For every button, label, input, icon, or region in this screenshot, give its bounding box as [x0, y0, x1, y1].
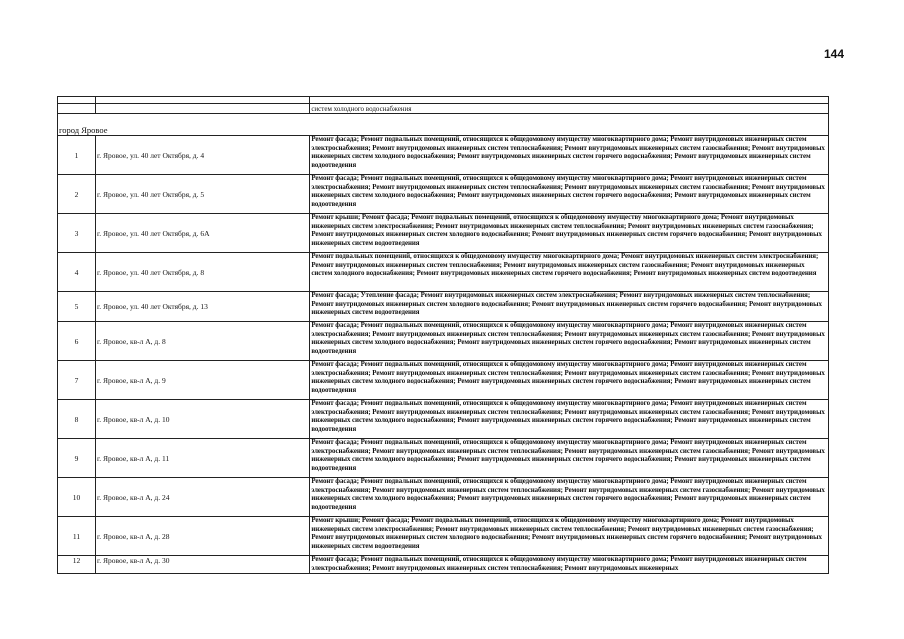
- row-number: 5: [58, 292, 96, 322]
- row-works: Ремонт крыши; Ремонт фасада; Ремонт подвальных помещений, относящихся к общедомовому имуществу многоквартирного дома; Ремонт внутридомовых инженерных систем электроснабжения; Ремонт внутридомовых инженерных систем теплоснабжения; Ремонт внутридомовых инженерных систем газоснабжения; Ремонт внутридомовых инженерных систем холодного водоснабжения; Ремонт внутридомовых инженерных систем горячего водоснабжения; Ремонт внутридомовых инженерных систем водоотведения: [310, 214, 829, 253]
- row-number: 3: [58, 214, 96, 253]
- row-works-text: Ремонт фасада; Ремонт подвальных помещений, относящихся к общедомовому имуществу многоквартирного дома; Ремонт внутридомовых инженерных систем электроснабжения; Ремонт внутридомовых инженерных систем теплоснабжения; Ремонт внутридомовых инженерных: [311, 556, 807, 572]
- row-number: 10: [58, 478, 96, 517]
- table-row: [58, 253, 829, 292]
- row-address: г. Яровое, ул. 40 лет Октября, д. 13: [96, 292, 310, 322]
- row-address: г. Яровое, кв-л А, д. 24: [96, 478, 310, 517]
- table-row: [58, 214, 829, 253]
- table-row: [58, 322, 829, 361]
- row-number: 8: [58, 400, 96, 439]
- row-address: г. Яровое, кв-л А, д. 8: [96, 322, 310, 361]
- row-number: 7: [58, 361, 96, 400]
- table-row: [58, 556, 829, 574]
- row-number: 2: [58, 175, 96, 214]
- row-works: Ремонт фасада; Ремонт подвальных помещений, относящихся к общедомовому имуществу многоквартирного дома; Ремонт внутридомовых инженерных систем электроснабжения; Ремонт внутридомовых инженерных систем теплоснабжения; Ремонт внутридомовых инженерных систем газоснабжения; Ремонт внутридомовых инженерных систем холодного водоснабжения; Ремонт внутридомовых инженерных систем горячего водоснабжения; Ремонт внутридомовых инженерных систем водоотведения: [310, 400, 829, 439]
- row-works: Ремонт фасада; Утепление фасада; Ремонт внутридомовых инженерных систем электроснабжения; Ремонт внутридомовых инженерных систем теплоснабжения; Ремонт внутридомовых инженерных систем холодного водоснабжения; Ремонт внутридомовых инженерных систем горячего водоснабжения; Ремонт внутридомовых инженерных систем водоотведения: [310, 292, 829, 322]
- row-address: г. Яровое, кв-л А, д. 10: [96, 400, 310, 439]
- row-works: Ремонт фасада; Ремонт подвальных помещений, относящихся к общедомовому имуществу многоквартирного дома; Ремонт внутридомовых инженерных систем электроснабжения; Ремонт внутридомовых инженерных систем теплоснабжения; Ремонт внутридомовых инженерных систем газоснабжения; Ремонт внутридомовых инженерных систем холодного водоснабжения; Ремонт внутридомовых инженерных систем горячего водоснабжения; Ремонт внутридомовых инженерных систем водоотведения: [310, 136, 829, 175]
- previous-row-tail: [58, 104, 829, 114]
- table-row: [58, 175, 829, 214]
- row-works: Ремонт подвальных помещений, относящихся к общедомовому имуществу многоквартирного дома; Ремонт внутридомовых инженерных систем электроснабжения; Ремонт внутридомовых инженерных систем теплоснабжения; Ремонт внутридомовых инженерных систем газоснабжения; Ремонт внутридомовых инженерных систем холодного водоснабжения; Ремонт внутридомовых инженерных систем горячего водоснабжения; Ремонт внутридомовых инженерных систем водоотведения: [310, 253, 829, 292]
- table-row: [58, 478, 829, 517]
- table-row: [58, 439, 829, 478]
- row-address: г. Яровое, ул. 40 лет Октября, д. 4: [96, 136, 310, 175]
- row-number: 9: [58, 439, 96, 478]
- previous-row-works: систем холодного водоснабжения: [310, 104, 829, 114]
- table-row: [58, 292, 829, 322]
- row-works: Ремонт фасада; Ремонт подвальных помещений, относящихся к общедомовому имуществу многоквартирного дома; Ремонт внутридомовых инженерных систем электроснабжения; Ремонт внутридомовых инженерных систем теплоснабжения; Ремонт внутридомовых инженерных систем газоснабжения; Ремонт внутридомовых инженерных систем холодного водоснабжения; Ремонт внутридомовых инженерных систем горячего водоснабжения; Ремонт внутридомовых инженерных систем водоотведения: [310, 478, 829, 517]
- row-address: г. Яровое, ул. 40 лет Октября, д. 6А: [96, 214, 310, 253]
- section-title: город Яровое: [58, 114, 829, 136]
- table-top-row: [58, 97, 829, 104]
- table-row: [58, 400, 829, 439]
- row-address: г. Яровое, ул. 40 лет Октября, д. 8: [96, 253, 310, 292]
- table-row: [58, 517, 829, 556]
- row-works: Ремонт фасада; Ремонт подвальных помещений, относящихся к общедомовому имуществу многоквартирного дома; Ремонт внутридомовых инженерных систем электроснабжения; Ремонт внутридомовых инженерных систем теплоснабжения; Ремонт внутридомовых инженерных систем газоснабжения; Ремонт внутридомовых инженерных систем холодного водоснабжения; Ремонт внутридомовых инженерных систем горячего водоснабжения; Ремонт внутридомовых инженерных систем водоотведения: [310, 322, 829, 361]
- row-number: 6: [58, 322, 96, 361]
- row-number: 11: [58, 517, 96, 556]
- table-row: [58, 136, 829, 175]
- page-number: 144: [824, 47, 845, 61]
- repair-works-table: [57, 96, 829, 574]
- row-works: [310, 556, 829, 574]
- row-works: Ремонт фасада; Ремонт подвальных помещений, относящихся к общедомовому имуществу многоквартирного дома; Ремонт внутридомовых инженерных систем электроснабжения; Ремонт внутридомовых инженерных систем теплоснабжения; Ремонт внутридомовых инженерных систем газоснабжения; Ремонт внутридомовых инженерных систем холодного водоснабжения; Ремонт внутридомовых инженерных систем горячего водоснабжения; Ремонт внутридомовых инженерных систем водоотведения: [310, 175, 829, 214]
- row-address: г. Яровое, кв-л А, д. 28: [96, 517, 310, 556]
- row-address: г. Яровое, кв-л А, д. 11: [96, 439, 310, 478]
- section-header-row: [58, 114, 829, 136]
- row-works: Ремонт фасада; Ремонт подвальных помещений, относящихся к общедомовому имуществу многоквартирного дома; Ремонт внутридомовых инженерных систем электроснабжения; Ремонт внутридомовых инженерных систем теплоснабжения; Ремонт внутридомовых инженерных систем газоснабжения; Ремонт внутридомовых инженерных систем холодного водоснабжения; Ремонт внутридомовых инженерных систем горячего водоснабжения; Ремонт внутридомовых инженерных систем водоотведения: [310, 361, 829, 400]
- row-number: 12: [58, 556, 96, 574]
- row-address: г. Яровое, кв-л А, д. 30: [96, 556, 310, 574]
- table-row: [58, 361, 829, 400]
- row-address: г. Яровое, ул. 40 лет Октября, д. 5: [96, 175, 310, 214]
- row-number: 1: [58, 136, 96, 175]
- row-number: 4: [58, 253, 96, 292]
- row-works: Ремонт крыши; Ремонт фасада; Ремонт подвальных помещений, относящихся к общедомовому имуществу многоквартирного дома; Ремонт внутридомовых инженерных систем электроснабжения; Ремонт внутридомовых инженерных систем теплоснабжения; Ремонт внутридомовых инженерных систем газоснабжения; Ремонт внутридомовых инженерных систем холодного водоснабжения; Ремонт внутридомовых инженерных систем горячего водоснабжения; Ремонт внутридомовых инженерных систем водоотведения: [310, 517, 829, 556]
- row-works: Ремонт фасада; Ремонт подвальных помещений, относящихся к общедомовому имуществу многоквартирного дома; Ремонт внутридомовых инженерных систем электроснабжения; Ремонт внутридомовых инженерных систем теплоснабжения; Ремонт внутридомовых инженерных систем газоснабжения; Ремонт внутридомовых инженерных систем холодного водоснабжения; Ремонт внутридомовых инженерных систем горячего водоснабжения; Ремонт внутридомовых инженерных систем водоотведения: [310, 439, 829, 478]
- row-address: г. Яровое, кв-л А, д. 9: [96, 361, 310, 400]
